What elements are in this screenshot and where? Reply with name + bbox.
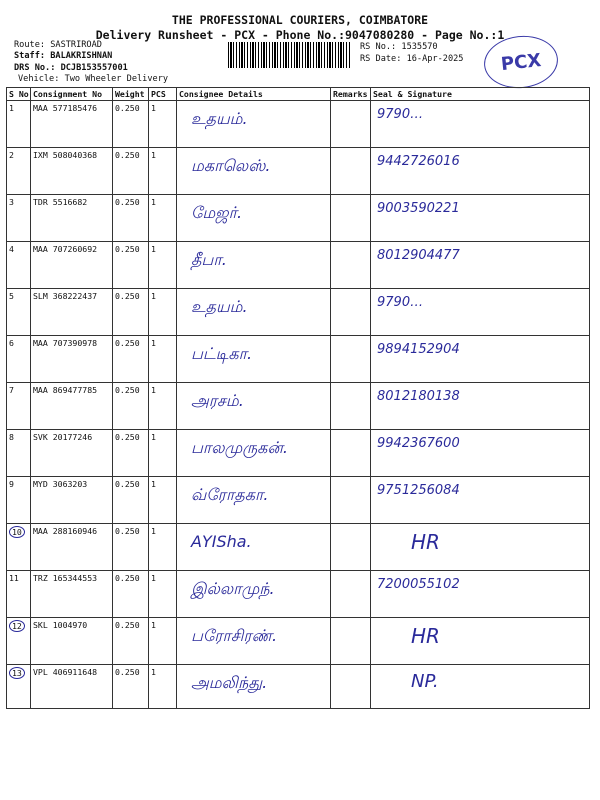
cell-weight: 0.250 [113, 571, 149, 618]
cell-pcs: 1 [149, 148, 177, 195]
cell-signature: 9790… [371, 101, 590, 148]
table-row [7, 571, 590, 618]
cell-remarks [331, 336, 371, 383]
cell-remarks [331, 430, 371, 477]
cell-consignment: MYD 3063203 [31, 477, 113, 524]
cell-remarks [331, 148, 371, 195]
drs-number: DRS No.: DCJB153557001 [14, 63, 128, 73]
cell-consignee: AYISha. [177, 524, 331, 571]
cell-weight: 0.250 [113, 101, 149, 148]
col-sno: S No [7, 88, 31, 101]
col-signature: Seal & Signature [371, 88, 590, 101]
cell-sno: 4 [7, 242, 31, 289]
cell-sno: 3 [7, 195, 31, 242]
cell-consignment: MAA 577185476 [31, 101, 113, 148]
cell-consignment: TRZ 165344553 [31, 571, 113, 618]
cell-consignee: அமலிந்து. [177, 665, 331, 709]
cell-signature: 7200055102 [371, 571, 590, 618]
cell-remarks [331, 195, 371, 242]
col-remarks: Remarks [331, 88, 371, 101]
pcx-stamp: PCX [481, 32, 560, 91]
cell-weight: 0.250 [113, 289, 149, 336]
cell-weight: 0.250 [113, 336, 149, 383]
cell-sno: 5 [7, 289, 31, 336]
cell-sno [7, 524, 31, 571]
cell-remarks [331, 524, 371, 571]
cell-signature: HR [371, 618, 590, 665]
cell-consignment: MAA 707390978 [31, 336, 113, 383]
company-title: THE PROFESSIONAL COURIERS, COIMBATORE [171, 13, 429, 27]
route: Route: SASTRIROAD [14, 40, 102, 50]
cell-sno: 11 [7, 571, 31, 618]
cell-pcs: 1 [149, 383, 177, 430]
cell-consignment: MAA 288160946 [31, 524, 113, 571]
cell-consignee: வ்ரோதகா. [177, 477, 331, 524]
cell-sno [7, 618, 31, 665]
cell-weight: 0.250 [113, 383, 149, 430]
cell-weight: 0.250 [113, 430, 149, 477]
cell-remarks [331, 665, 371, 709]
staff: Staff: BALAKRISHNAN [14, 51, 113, 61]
cell-weight: 0.250 [113, 524, 149, 571]
cell-pcs: 1 [149, 665, 177, 709]
cell-pcs: 1 [149, 524, 177, 571]
cell-signature: 9894152904 [371, 336, 590, 383]
cell-signature: HR [371, 524, 590, 571]
cell-sno: 6 [7, 336, 31, 383]
cell-weight: 0.250 [113, 477, 149, 524]
cell-consignment: MAA 707260692 [31, 242, 113, 289]
cell-signature: 9442726016 [371, 148, 590, 195]
table-header-row [7, 88, 590, 101]
cell-weight: 0.250 [113, 665, 149, 709]
cell-weight: 0.250 [113, 242, 149, 289]
cell-consignee: தீபா. [177, 242, 331, 289]
cell-consignee: உதயம். [177, 289, 331, 336]
cell-pcs: 1 [149, 336, 177, 383]
cell-consignee: இல்லாமுந். [177, 571, 331, 618]
cell-consignment: IXM 508040368 [31, 148, 113, 195]
table-row [7, 524, 590, 571]
cell-consignee: உதயம். [177, 101, 331, 148]
cell-consignment: SVK 20177246 [31, 430, 113, 477]
table-row [7, 336, 590, 383]
table-row [7, 148, 590, 195]
runsheet-title: Delivery Runsheet - PCX - Phone No.:9047080280 - Page No.:1 [95, 28, 505, 42]
cell-pcs: 1 [149, 477, 177, 524]
barcode [228, 42, 350, 68]
cell-consignment: TDR 5516682 [31, 195, 113, 242]
cell-signature: NP. [371, 665, 590, 709]
cell-remarks [331, 383, 371, 430]
table-body [7, 101, 590, 709]
rs-date: RS Date: 16-Apr-2025 [360, 54, 464, 64]
cell-consignment: MAA 869477785 [31, 383, 113, 430]
cell-signature: 9942367600 [371, 430, 590, 477]
cell-signature: 8012904477 [371, 242, 590, 289]
cell-sno: 8 [7, 430, 31, 477]
cell-sno: 9 [7, 477, 31, 524]
runsheet-table [6, 87, 590, 709]
col-weight: Weight [113, 88, 149, 101]
table-row [7, 195, 590, 242]
col-consignment: Consignment No [31, 88, 113, 101]
cell-pcs: 1 [149, 101, 177, 148]
cell-pcs: 1 [149, 571, 177, 618]
cell-remarks [331, 571, 371, 618]
cell-pcs: 1 [149, 242, 177, 289]
cell-sno: 2 [7, 148, 31, 195]
cell-remarks [331, 101, 371, 148]
table-row [7, 101, 590, 148]
table-row [7, 383, 590, 430]
cell-consignment: SKL 1004970 [31, 618, 113, 665]
cell-remarks [331, 477, 371, 524]
cell-signature: 9003590221 [371, 195, 590, 242]
table-row [7, 289, 590, 336]
cell-consignee: மகாலெஸ். [177, 148, 331, 195]
cell-weight: 0.250 [113, 618, 149, 665]
cell-consignee: மேஜர். [177, 195, 331, 242]
vehicle: Vehicle: Two Wheeler Delivery [18, 74, 169, 84]
cell-consignment: VPL 406911648 [31, 665, 113, 709]
cell-pcs: 1 [149, 618, 177, 665]
cell-consignee: அரசம். [177, 383, 331, 430]
cell-pcs: 1 [149, 195, 177, 242]
cell-consignee: பட்டிகா. [177, 336, 331, 383]
cell-pcs: 1 [149, 289, 177, 336]
table-row [7, 477, 590, 524]
cell-remarks [331, 618, 371, 665]
col-pcs: PCS [149, 88, 177, 101]
rs-number: RS No.: 1535570 [360, 42, 438, 52]
cell-weight: 0.250 [113, 195, 149, 242]
cell-remarks [331, 242, 371, 289]
cell-signature: 8012180138 [371, 383, 590, 430]
circled-sno: 10 [9, 526, 25, 538]
col-consignee: Consignee Details [177, 88, 331, 101]
table-row [7, 430, 590, 477]
cell-signature: 9790… [371, 289, 590, 336]
cell-sno: 7 [7, 383, 31, 430]
cell-signature: 9751256084 [371, 477, 590, 524]
cell-sno: 1 [7, 101, 31, 148]
cell-consignee: பாலமுருகன். [177, 430, 331, 477]
table-row [7, 618, 590, 665]
circled-sno: 12 [9, 620, 25, 632]
circled-sno: 13 [9, 667, 25, 679]
table-row [7, 665, 590, 709]
cell-weight: 0.250 [113, 148, 149, 195]
table-row [7, 242, 590, 289]
cell-pcs: 1 [149, 430, 177, 477]
cell-remarks [331, 289, 371, 336]
cell-consignment: SLM 368222437 [31, 289, 113, 336]
cell-sno [7, 665, 31, 709]
cell-consignee: பரோசிரண். [177, 618, 331, 665]
